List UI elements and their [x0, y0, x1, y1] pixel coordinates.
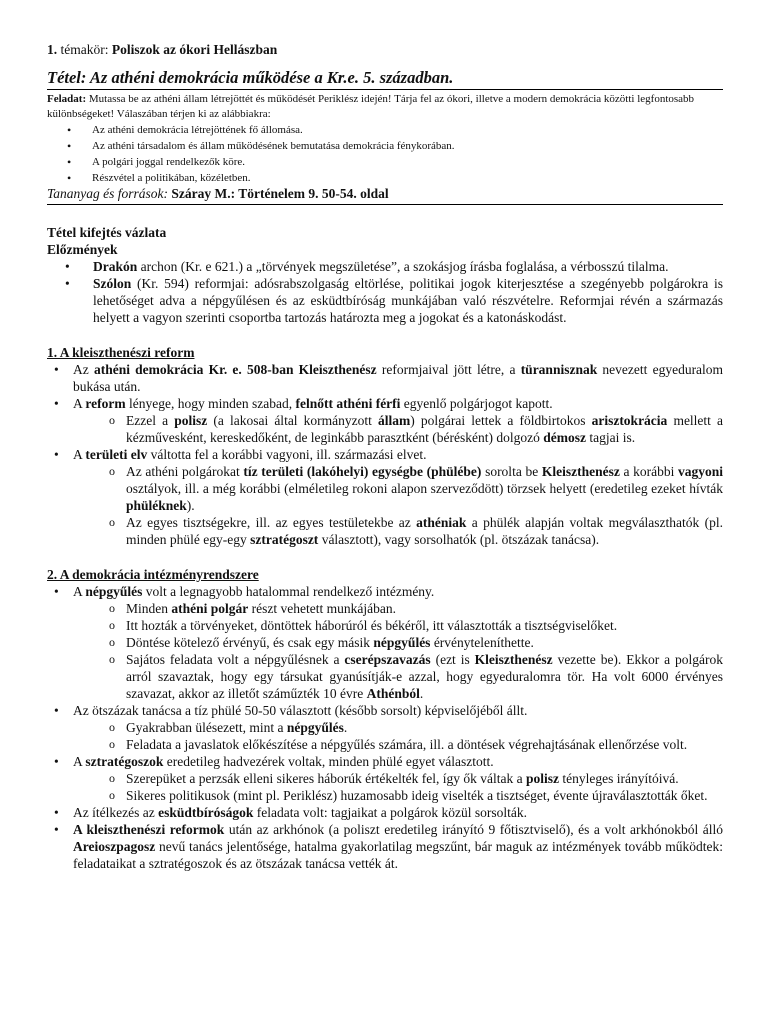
feladat-point: • Az athéni társadalom és állam működésének bemutatása demokrácia fénykorában.	[67, 138, 723, 154]
sub-list	[73, 719, 723, 753]
list-item: • Drakón archon (Kr. e 621.) a „törvények megszületése”, a szokásjog írásba foglalása, a vérbosszú tilalma.	[47, 258, 723, 275]
sub-list-item: o Ezzel a polisz (a lakosai által kormányzott állam) polgárai lettek a földbirtokos arisztokrácia mellett a kézművesként, kereskedőként, de leginkább parasztként (bérésként) dolgozó démosz tagjai is.	[73, 412, 723, 446]
section1-heading: 1. A kleiszthenészi reform	[47, 345, 195, 360]
sub-list	[73, 770, 723, 804]
topic-word: témakör:	[60, 42, 109, 57]
list-item: • A kleiszthenészi reformok után az arkhónok (a poliszt eredetileg irányító 9 főtisztviselő), és a volt arkhónokból álló Areioszpagosz nevű tanács jelentősége, hatalma gyakorlatilag megszűnt, bár maguk az intézmények tovább működtek: feladataikat a sztratégoszok és az ötszázak tanácsa vették át.	[47, 821, 723, 872]
sources-value: Száray M.: Történelem 9. 50-54. oldal	[171, 186, 389, 201]
section2-heading: 2. A demokrácia intézményrendszere	[47, 567, 259, 582]
section2-list	[47, 583, 723, 872]
outline-title: Tétel kifejtés vázlata	[47, 225, 167, 240]
section1-list	[47, 361, 723, 548]
list-item: • A sztratégoszok eredetileg hadvezérek voltak, minden phülé egyet választott. o Szerepüket a perzsák elleni sikeres háborúk értékelték fel, így ők váltak a polisz tényleges irányítóivá. o Sikeres politikusok (mint pl. Periklész) huzamosabb ideig viselték a tisztséget, évente újraválasztották őket.	[47, 753, 723, 804]
sub-list-item: o Itt hozták a törvényeket, döntöttek háborúról és békéről, itt választották a tisztségviselőket.	[73, 617, 723, 634]
elozmenyek-heading: Előzmények	[47, 242, 118, 257]
sub-list-item: o Sajátos feladata volt a népgyűlésnek a cserépszavazás (ezt is Kleiszthenész vezette be). Ekkor a polgárok arról szavaztak, hogy egy társukat gyanúsítják-e azzal, hogy egyeduralomra tör. Ha volt 6000 érvényes szavazat, akkor az illetőt száműzték 10 évre Athénból.	[73, 651, 723, 702]
sub-list-item: o Feladata a javaslatok előkészítése a népgyűlés számára, ill. a döntések végrehajtásának ellenőrzése volt.	[73, 736, 723, 753]
sub-list-item: o Döntése kötelező érvényű, és csak egy másik népgyűlés érvényteleníthette.	[73, 634, 723, 651]
feladat-point: • A polgári joggal rendelkezők köre.	[67, 154, 723, 170]
list-item: • A reform lényege, hogy minden szabad, felnőtt athéni férfi egyenlő polgárjogot kapott. o Ezzel a polisz (a lakosai által kormányzott állam) polgárai lettek a földbirtokos arisztokrácia mellett a kézművesként, kereskedőként, de leginkább parasztként (bérésként) dolgozó démosz tagjai is.	[47, 395, 723, 446]
tetel-heading: Tétel: Az athéni demokrácia működése a Kr.e. 5. században.	[47, 68, 723, 90]
sub-list-item: o Szerepüket a perzsák elleni sikeres háborúk értékelték fel, így ők váltak a polisz tényleges irányítóivá.	[73, 770, 723, 787]
sub-list-item: o Az athéni polgárokat tíz területi (lakóhelyi) egységbe (phülébe) sorolta be Kleiszthenész a korábbi vagyoni osztályok, ill. a még korábbi (elméletileg rokoni alapon szerveződött) törzsek helyett (eredetileg ezeket hívták phüléknek).	[73, 463, 723, 514]
sub-list-item: o Gyakrabban ülésezett, mint a népgyűlés.	[73, 719, 723, 736]
list-item: • A népgyűlés volt a legnagyobb hatalommal rendelkező intézmény. o Minden athéni polgár részt vehetett munkájában. o Itt hozták a törvényeket, döntöttek háborúról és békéről, itt választották a tisztségviselőket. o Döntése kötelező érvényű, és csak egy másik népgyűlés érvényteleníthette. o Sajátos feladata volt a népgyűlésnek a cserépszavazás (ezt is Kleiszthenész vezette be). Ekkor a polgárok arról szavaztak, hogy egy társukat gyanúsítják-e azzal, hogy egyeduralomra tör. Ha volt 6000 érvényes szavazat, akkor az illetőt száműzték 10 évre Athénból.	[47, 583, 723, 702]
feladat-points	[47, 122, 723, 186]
list-item: • Az ötszázak tanácsa a tíz phülé 50-50 választott (később sorsolt) képviselőjéből állt. o Gyakrabban ülésezett, mint a népgyűlés. o Feladata a javaslatok előkészítése a népgyűlés számára, ill. a döntések végrehajtásának ellenőrzése volt.	[47, 702, 723, 753]
list-item: • Szólon (Kr. 594) reformjai: adósrabszolgaság eltörlése, politikai jogok kiterjesztése a szegényebb polgárokra is lehetőséget adva a népgyűlésen és az esküdtbíróság munkájában való részvételre. Reformjai révén a származás helyett a vagyon szerinti csoportba tartozás határozta meg a jogokat és a katonáskodást.	[47, 275, 723, 326]
sources-line	[47, 186, 723, 205]
feladat-text: Mutassa be az athéni állam létrejöttét és működését Periklész idején! Tárja fel az ókori, illetve a modern demokrácia közötti legfontosabb különbségeket! Válaszában térjen ki az alábbiakra:	[47, 93, 695, 120]
sub-list-item: o Sikeres politikusok (mint pl. Periklész) huzamosabb ideig viselték a tisztséget, évente újraválasztották őket.	[73, 787, 723, 804]
sub-list-item: o Az egyes tisztségekre, ill. az egyes testületekbe az athéniak a phülék alapján voltak megválaszthatók (pl. minden phülé egy-egy sztratégoszt választott), vagy sorsolhatók (pl. ötszázak tanácsa).	[73, 514, 723, 548]
feladat-point: • Részvétel a politikában, közéletben.	[67, 170, 723, 186]
document-page	[47, 38, 723, 872]
feladat-point: • Az athéni demokrácia létrejöttének fő állomása.	[67, 122, 723, 138]
sub-list	[73, 463, 723, 548]
list-item: • A területi elv váltotta fel a korábbi vagyoni, ill. származási elvet. o Az athéni polgárokat tíz területi (lakóhelyi) egységbe (phülébe) sorolta be Kleiszthenész a korábbi vagyoni osztályok, ill. a még korábbi (elméletileg rokoni alapon szerveződött) törzsek helyett (eredetileg ezeket hívták phüléknek). o Az egyes tisztségekre, ill. az egyes testületekbe az athéniak a phülék alapján voltak megválaszthatók (pl. minden phülé egy-egy sztratégoszt választott), vagy sorsolhatók (pl. ötszázak tanácsa).	[47, 446, 723, 548]
sub-list	[73, 412, 723, 446]
topic-line	[47, 42, 723, 58]
feladat-paragraph	[47, 92, 723, 122]
feladat-label: Feladat:	[47, 93, 87, 105]
sub-list-item: o Minden athéni polgár részt vehetett munkájában.	[73, 600, 723, 617]
list-item: • Az athéni demokrácia Kr. e. 508-ban Kleiszthenész reformjaival jött létre, a türannisznak nevezett egyeduralom bukása után.	[47, 361, 723, 395]
topic-number: 1.	[47, 42, 58, 57]
sources-label: Tananyag és források:	[47, 186, 169, 201]
topic-title: Poliszok az ókori Hellászban	[111, 42, 278, 57]
sub-list	[73, 600, 723, 702]
elozmenyek-list	[47, 258, 723, 326]
list-item: • Az ítélkezés az esküdtbíróságok feladata volt: tagjaikat a polgárok közül sorsolták.	[47, 804, 723, 821]
